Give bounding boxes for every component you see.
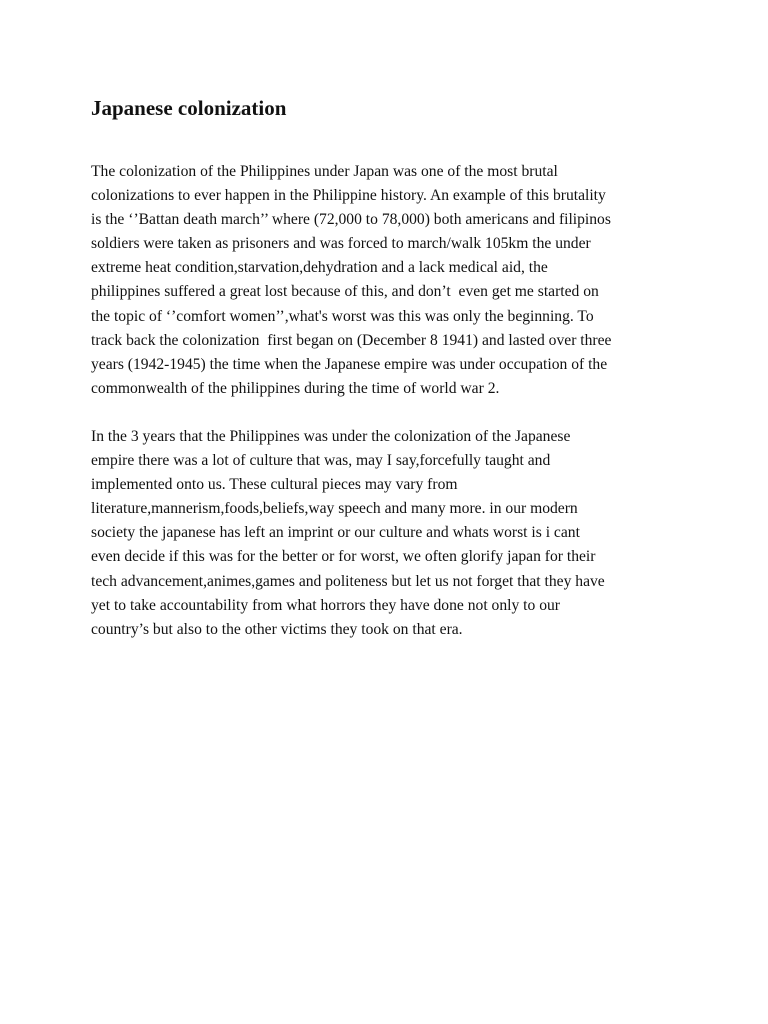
text-line: tech advancement,animes,games and politeness but let us not forget that they have [91,572,605,590]
paragraph-1 [91,160,691,401]
document-page [91,94,691,642]
text-line: extreme heat condition,starvation,dehydration and a lack medical aid, the [91,259,548,277]
text-line: society the japanese has left an imprint or our culture and whats worst is i cant [91,524,580,542]
text-line: In the 3 years that the Philippines was under the colonization of the Japanese [91,427,571,445]
text-line: track back the colonization first began on (December 8 1941) and lasted over three [91,331,612,349]
text-line: implemented onto us. These cultural pieces may vary from [91,476,458,494]
text-line: philippines suffered a great lost because of this, and don’t even get me started on [91,283,599,301]
document-title: Japanese colonization [91,96,287,120]
text-line: even decide if this was for the better or for worst, we often glorify japan for their [91,548,596,566]
text-line: soldiers were taken as prisoners and was forced to march/walk 105km the under [91,235,591,253]
text-line: colonizations to ever happen in the Philippine history. An example of this brutality [91,187,606,205]
text-line: the topic of ‘’comfort women’’,what's worst was this was only the beginning. To [91,307,594,325]
paragraph-2 [91,425,691,642]
text-line: The colonization of the Philippines under Japan was one of the most brutal [91,163,558,180]
text-line: country’s but also to the other victims they took on that era. [91,620,463,638]
text-line: empire there was a lot of culture that was, may I say,forcefully taught and [91,452,551,470]
text-line: yet to take accountability from what horrors they have done not only to our [91,596,560,614]
text-line: is the ‘’Battan death march’’ where (72,000 to 78,000) both americans and filipinos [91,211,611,229]
text-line: literature,mannerism,foods,beliefs,way speech and many more. in our modern [91,500,578,518]
text-line: commonwealth of the philippines during the time of world war 2. [91,379,500,397]
text-line: years (1942-1945) the time when the Japanese empire was under occupation of the [91,355,608,373]
